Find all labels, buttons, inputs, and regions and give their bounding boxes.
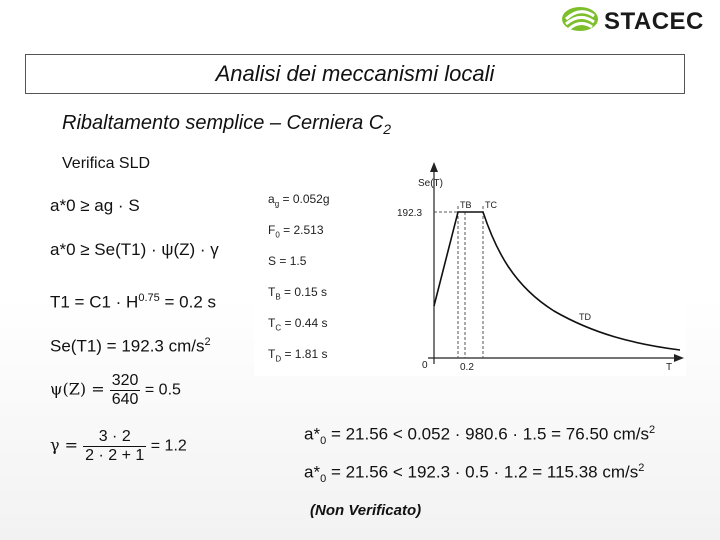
param-ag: $a_g = 0.052g$	[268, 192, 330, 209]
equation-5: ψ(Z) = $\frac{320}{640}$ = 0.5	[50, 372, 181, 408]
x-tick-label: 0.2	[460, 362, 474, 373]
x-axis-label: T	[666, 362, 673, 373]
tb-label: TB	[460, 200, 472, 210]
check-equation-2: $a*_0 = 21.56 < 192.3 \cdot 0.5 \cdot 1.2 = 115.38$ $cm/s^2$	[304, 462, 645, 486]
x-axis-arrow-icon	[674, 354, 684, 362]
title-box	[25, 54, 685, 94]
equation-3: $T1 = C1 \cdot H^{0.75} = 0.2$ s	[50, 292, 216, 312]
page-title: Analisi dei meccanismi locali	[215, 61, 495, 86]
param-td: $T_D = 1.81$ s	[268, 347, 328, 364]
equation-2: a*0 ≥ Se(T1) · ψ(Z) · γ	[50, 240, 219, 259]
response-spectrum-diagram	[397, 156, 686, 376]
param-tc: $T_C = 0.44$ s	[268, 316, 328, 333]
y-axis-arrow-icon	[430, 162, 438, 172]
logo-mark-icon	[560, 4, 600, 34]
stacec-logo	[560, 4, 720, 36]
subtitle-text: Ribaltamento semplice – Cerniera C	[62, 112, 384, 134]
result-label: (Non Verificato)	[310, 502, 422, 519]
param-f0: $F_0 = 2.513$	[268, 223, 324, 240]
verification-label: Verifica SLD	[62, 155, 151, 172]
param-tb: $T_B = 0.15$ s	[268, 285, 328, 302]
equation-6: γ = $\frac{3 \cdot 2}{2 \cdot 2 + 1}$ = 1.2	[50, 428, 187, 464]
subtitle-subscript: 2	[383, 121, 392, 137]
plateau-value-label: 192.3	[397, 208, 423, 219]
x-zero-label: 0	[422, 360, 428, 371]
tc-label: TC	[485, 200, 497, 210]
section-subtitle	[62, 112, 391, 137]
logo-text: STACEC	[604, 8, 704, 35]
spectrum-curve	[434, 212, 680, 350]
parameters-panel	[254, 156, 686, 376]
y-axis-label: Se(T)	[418, 178, 443, 189]
equation-1: a*0 ≥ ag · S	[50, 196, 140, 215]
param-s: S = 1.5	[268, 254, 307, 268]
check-equation-1: $a*_0 = 21.56 < 0.052 \cdot 980.6 \cdot 1.5 = 76.50$ $cm/s^2$	[304, 424, 656, 448]
equation-4: Se(T1) = 192.3 $cm/s^2$	[50, 336, 211, 356]
td-label: TD	[579, 312, 591, 322]
